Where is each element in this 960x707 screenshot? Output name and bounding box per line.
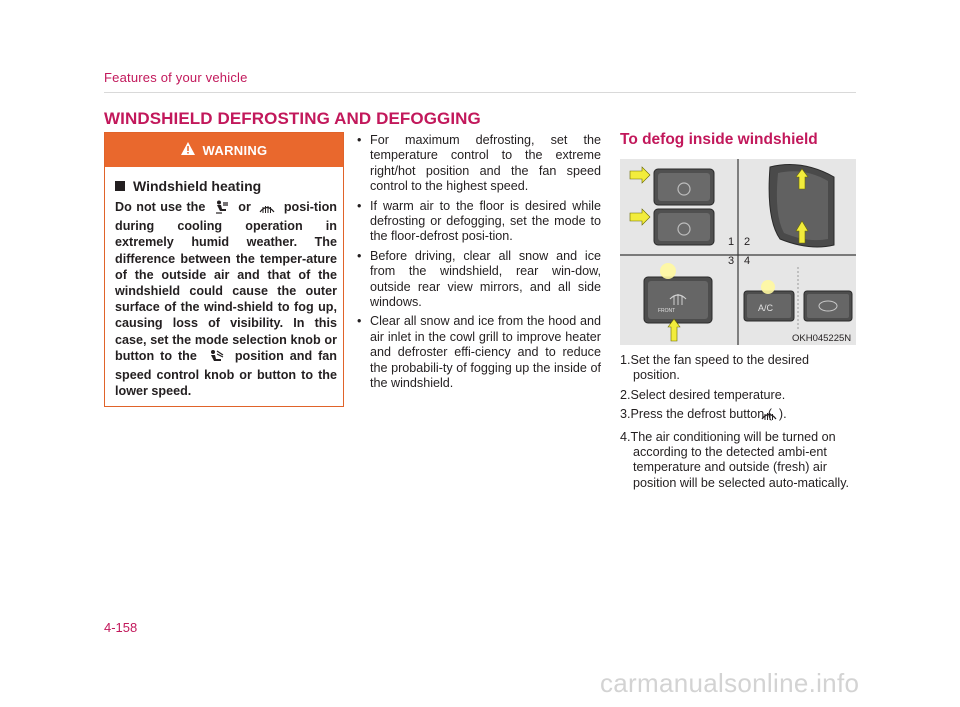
section-title: WINDSHIELD DEFROSTING AND DEFOGGING [104,109,481,128]
control-panel-figure [620,159,856,345]
square-bullet-icon [115,181,125,191]
list-item: 1.Set the fan speed to the desired position. [620,353,810,383]
ac-button-label: A/C [758,303,774,313]
list-item: • If warm air to the floor is desired while defrosting or defogging, set the mode to the floor-defrost posi-tion. [357,198,601,244]
warning-label: WARNING [202,142,268,158]
warning-subtitle: Windshield heating [133,178,262,194]
defog-title: To defog inside windshield [620,131,818,148]
warning-box [104,132,344,407]
defrost-icon [774,409,777,425]
figure-label-4: 4 [744,255,751,267]
tips-list [357,133,601,396]
list-item: • Clear all snow and ice from the hood and air inlet in the cowl grill to improve heater and defroster effi-ciency and to reduce the probabili-ty of fogging up the inside of the windshield. [357,314,601,391]
defrost-icon [259,202,275,218]
floor-defrost-icon [207,349,225,367]
list-item: • For maximum defrosting, set the temperature control to the extreme right/hot position and the fan speed control to the highest speed. [357,133,601,194]
front-button-label: FRONT [658,308,676,314]
figure-label-3: 3 [728,255,735,267]
page-number: 4-158 [104,620,138,635]
defog-steps [620,353,856,495]
warning-triangle-icon [181,142,195,158]
warning-subtitle-row [115,178,261,194]
face-floor-mode-icon [214,200,230,218]
figure-caption: OKH045225N [792,333,852,344]
list-item: 2.Select desired temperature. [620,387,786,402]
list-item: 4.The air conditioning will be turned on according to the detected ambi-ent temperature and outside (fresh) air position will be selected auto-matically. [620,429,850,490]
warning-text: Do not use the or posi-tion during cooling operation in extremely humid weather. The difference between the temper-ature of the outside air and that of the windshield could cause the outer surface of the wind-shield to fog up, causing loss of visibility. In this case, set the mode selection knob or button to the position and fan speed control knob or button to the lower speed. [115,200,337,399]
header-title: Features of your vehicle [104,70,248,85]
list-item: • Before driving, clear all snow and ice from the windshield, rear win-dow, outside rear view mirrors, and all side windows. [357,248,601,310]
list-item: 3.Press the defrost button ( ). [620,407,856,425]
figure-label-2: 2 [744,236,751,248]
header-divider [104,92,856,93]
figure-label-1: 1 [728,236,735,248]
warning-header [105,133,343,167]
watermark: carmanualsonline.info [600,668,860,698]
